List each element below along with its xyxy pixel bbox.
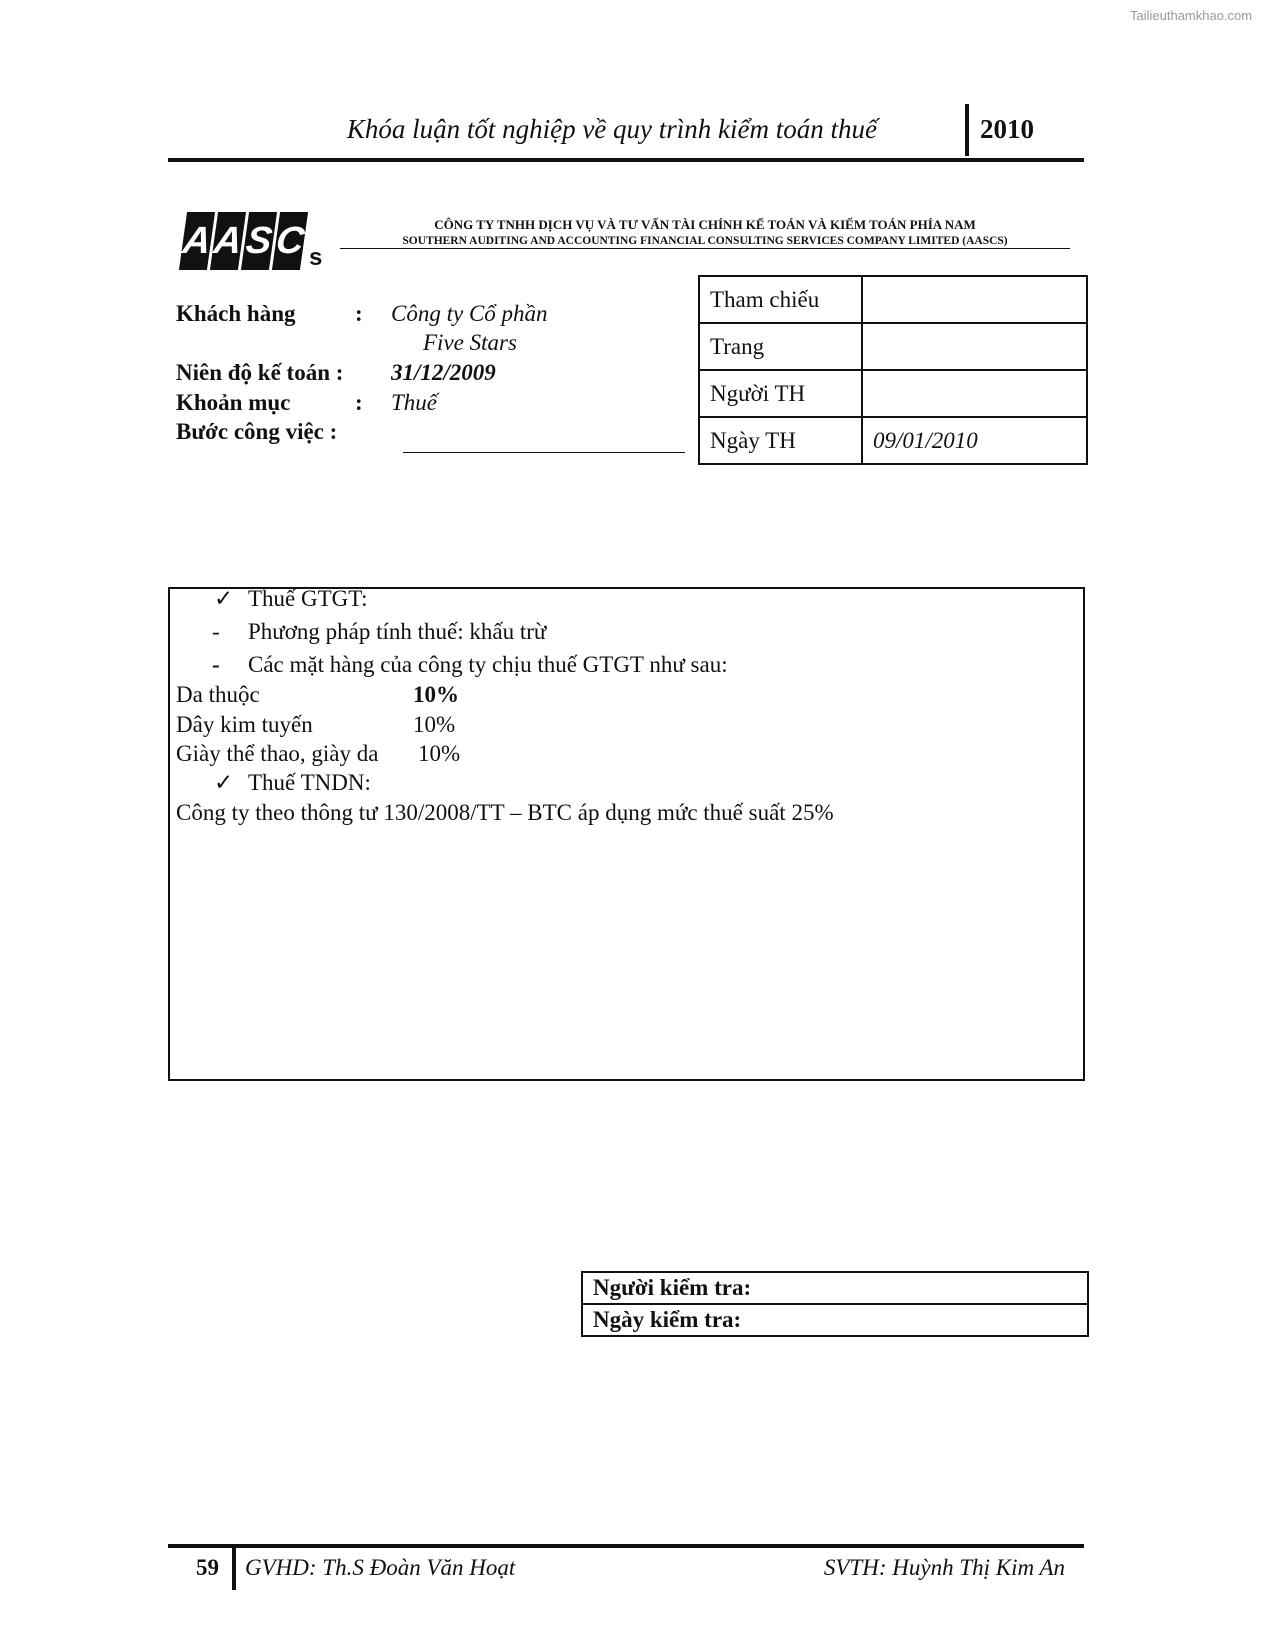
cit-heading: Thuế TNDN: (248, 770, 371, 795)
company-name-en: SOUTHERN AUDITING AND ACCOUNTING FINANCIAL CONSULTING SERVICES COMPANY LIMITED (AASCS) (340, 235, 1070, 249)
header-title: Khóa luận tốt nghiệp về quy trình kiểm toán thuế (346, 114, 877, 144)
table-row (582, 1304, 1088, 1336)
header-rule (168, 158, 1084, 162)
period-label: Niên độ kế toán : (176, 360, 344, 385)
cit-text: Công ty theo thông tư 130/2008/TT – BTC áp dụng mức thuế suất 25% (176, 800, 834, 825)
dash-bullet: - (212, 619, 220, 644)
product-name: Giày thể thao, giày da (176, 741, 379, 766)
logo-letter: A (210, 212, 246, 270)
step-blank-line (403, 452, 685, 453)
product-rate: 10% (413, 682, 459, 707)
table-row (699, 276, 1087, 323)
logo-suffix: s (309, 244, 323, 271)
logo-letter: A (179, 212, 215, 270)
ref-value (862, 276, 1087, 323)
header-separator (965, 104, 969, 156)
review-date-label: Ngày kiểm tra: (582, 1304, 1088, 1336)
client-value-line2: Five Stars (423, 330, 517, 355)
table-row (699, 370, 1087, 417)
item-colon: : (355, 390, 363, 415)
table-row (699, 323, 1087, 370)
table-row (699, 417, 1087, 464)
dash-bullet: - (212, 652, 220, 677)
logo-letter: C (272, 212, 308, 270)
vat-heading: Thuế GTGT: (248, 586, 368, 611)
check-mark-icon: ✓ (214, 770, 234, 795)
tax-method: Phương pháp tính thuế: khấu trừ (248, 619, 547, 644)
ref-label: Trang (699, 323, 862, 370)
product-rate: 10% (418, 741, 461, 766)
table-row (582, 1272, 1088, 1304)
check-mark-icon: ✓ (214, 586, 234, 611)
ref-label: Người TH (699, 370, 862, 417)
product-rate: 10% (413, 712, 456, 737)
review-table (581, 1271, 1089, 1337)
step-label: Bước công việc : (176, 419, 338, 444)
watermark: Tailieuthamkhao.com (1130, 8, 1253, 23)
ref-value (862, 323, 1087, 370)
ref-value: 09/01/2010 (862, 417, 1087, 464)
reviewer-label: Người kiểm tra: (582, 1272, 1088, 1304)
footer-supervisor: GVHD: Th.S Đoàn Văn Hoạt (245, 1555, 516, 1580)
header-year: 2010 (980, 114, 1034, 144)
logo-letter: S (241, 212, 277, 270)
client-value-line1: Công ty Cổ phần (391, 301, 548, 326)
footer-separator (232, 1544, 236, 1590)
footer-student: SVTH: Huỳnh Thị Kim An (823, 1555, 1065, 1580)
client-label: Khách hàng (176, 301, 296, 326)
item-value: Thuế (391, 390, 437, 415)
ref-value (862, 370, 1087, 417)
items-heading: Các mặt hàng của công ty chịu thuế GTGT như sau: (248, 652, 728, 677)
item-label: Khoản mục (176, 390, 291, 415)
footer-rule (168, 1544, 1084, 1548)
client-colon: : (355, 301, 363, 326)
reference-table (698, 275, 1088, 465)
ref-label: Tham chiếu (699, 276, 862, 323)
product-name: Dây kim tuyến (176, 712, 313, 737)
company-name-vn: CÔNG TY TNHH DỊCH VỤ VÀ TƯ VẤN TÀI CHÍNH KẾ TOÁN VÀ KIỂM TOÁN PHÍA NAM (434, 217, 976, 232)
product-name: Da thuộc (176, 682, 260, 707)
ref-label: Ngày TH (699, 417, 862, 464)
company-logo (180, 212, 323, 271)
page-number: 59 (196, 1555, 219, 1580)
period-value: 31/12/2009 (391, 360, 496, 385)
